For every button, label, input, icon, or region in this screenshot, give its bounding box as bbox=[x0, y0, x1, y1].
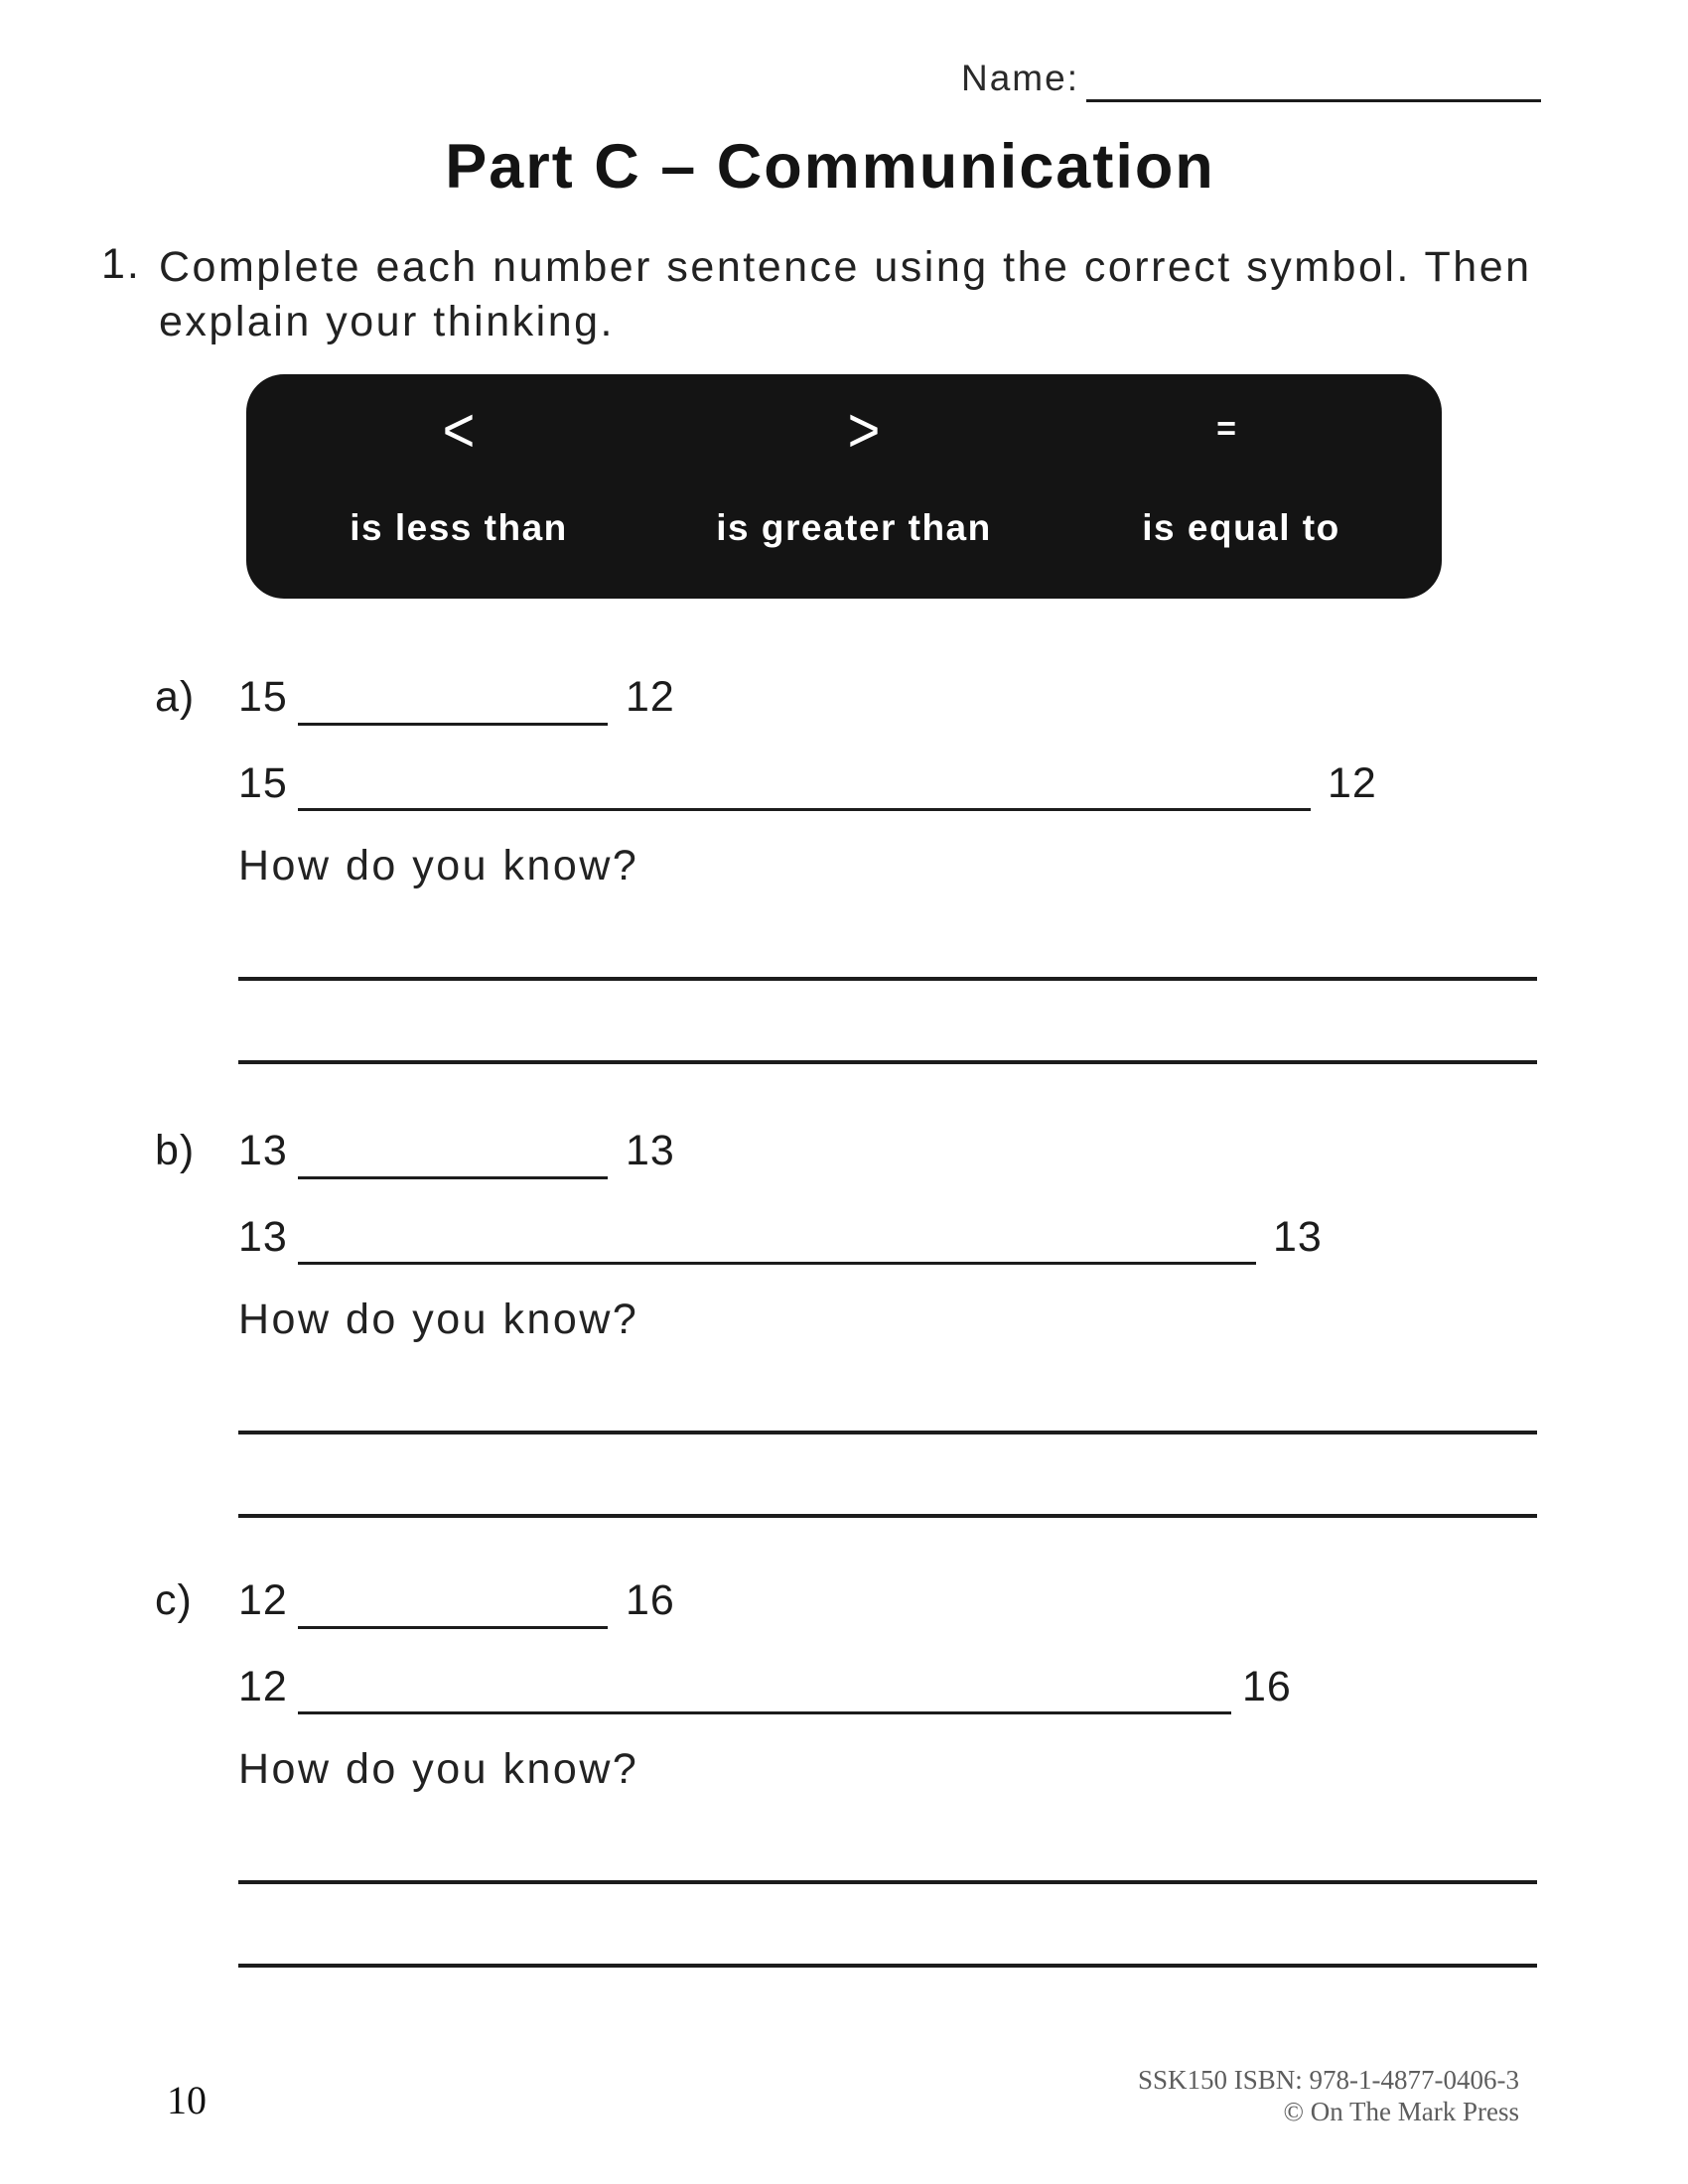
left-number: 13 bbox=[238, 1127, 288, 1174]
right-number: 13 bbox=[1273, 1213, 1323, 1261]
symbol-answer-line[interactable] bbox=[298, 673, 608, 726]
right-number: 13 bbox=[626, 1127, 675, 1174]
exercise-b bbox=[0, 1127, 1688, 1564]
page-title: Part C – Communication bbox=[445, 132, 1215, 202]
exercise-c bbox=[0, 1576, 1688, 2013]
right-number: 12 bbox=[1328, 759, 1377, 807]
isbn-line: SSK150 ISBN: 978-1-4877-0406-3 bbox=[1137, 2065, 1519, 2095]
right-number: 16 bbox=[626, 1576, 675, 1624]
words-answer-line[interactable] bbox=[298, 759, 1311, 811]
left-number: 15 bbox=[238, 673, 288, 721]
instruction-text: Complete each number sentence using the correct symbol. Then explain your thinking. bbox=[159, 243, 1532, 346]
name-label: Name: bbox=[961, 58, 1079, 98]
greater-than-label: is greater than bbox=[716, 507, 992, 548]
left-number: 12 bbox=[238, 1576, 288, 1624]
explanation-line-2[interactable] bbox=[238, 1964, 1537, 1968]
explanation-line-2[interactable] bbox=[238, 1514, 1537, 1518]
copyright-line: © On The Mark Press bbox=[1283, 2096, 1519, 2126]
less-than-label: is less than bbox=[350, 507, 568, 548]
words-answer-line[interactable] bbox=[298, 1663, 1231, 1714]
symbol-answer-line[interactable] bbox=[298, 1127, 608, 1179]
question-number: 1. bbox=[101, 240, 141, 288]
less-than-symbol: < bbox=[442, 393, 476, 466]
name-answer-line[interactable] bbox=[1086, 60, 1541, 102]
how-do-you-know-prompt: How do you know? bbox=[238, 1745, 639, 1793]
exercise-a bbox=[0, 673, 1688, 1110]
page-number: 10 bbox=[167, 2078, 207, 2122]
how-do-you-know-prompt: How do you know? bbox=[238, 1296, 639, 1343]
exercise-letter: a) bbox=[155, 673, 196, 721]
left-number: 12 bbox=[238, 1663, 288, 1710]
publisher-info bbox=[894, 2065, 1519, 2128]
explanation-line-2[interactable] bbox=[238, 1060, 1537, 1064]
explanation-line-1[interactable] bbox=[238, 977, 1537, 981]
equal-to-label: is equal to bbox=[1142, 507, 1340, 548]
explanation-line-1[interactable] bbox=[238, 1431, 1537, 1434]
words-answer-line[interactable] bbox=[298, 1213, 1256, 1265]
how-do-you-know-prompt: How do you know? bbox=[238, 842, 639, 889]
exercise-letter: b) bbox=[155, 1127, 196, 1174]
right-number: 12 bbox=[626, 673, 675, 721]
explanation-line-1[interactable] bbox=[238, 1880, 1537, 1884]
right-number: 16 bbox=[1242, 1663, 1292, 1710]
symbol-answer-line[interactable] bbox=[298, 1576, 608, 1629]
left-number: 13 bbox=[238, 1213, 288, 1261]
left-number: 15 bbox=[238, 759, 288, 807]
greater-than-symbol: > bbox=[847, 393, 881, 466]
equals-symbol: = bbox=[1216, 410, 1236, 448]
exercise-letter: c) bbox=[155, 1576, 193, 1624]
symbol-key-box bbox=[246, 374, 1442, 599]
